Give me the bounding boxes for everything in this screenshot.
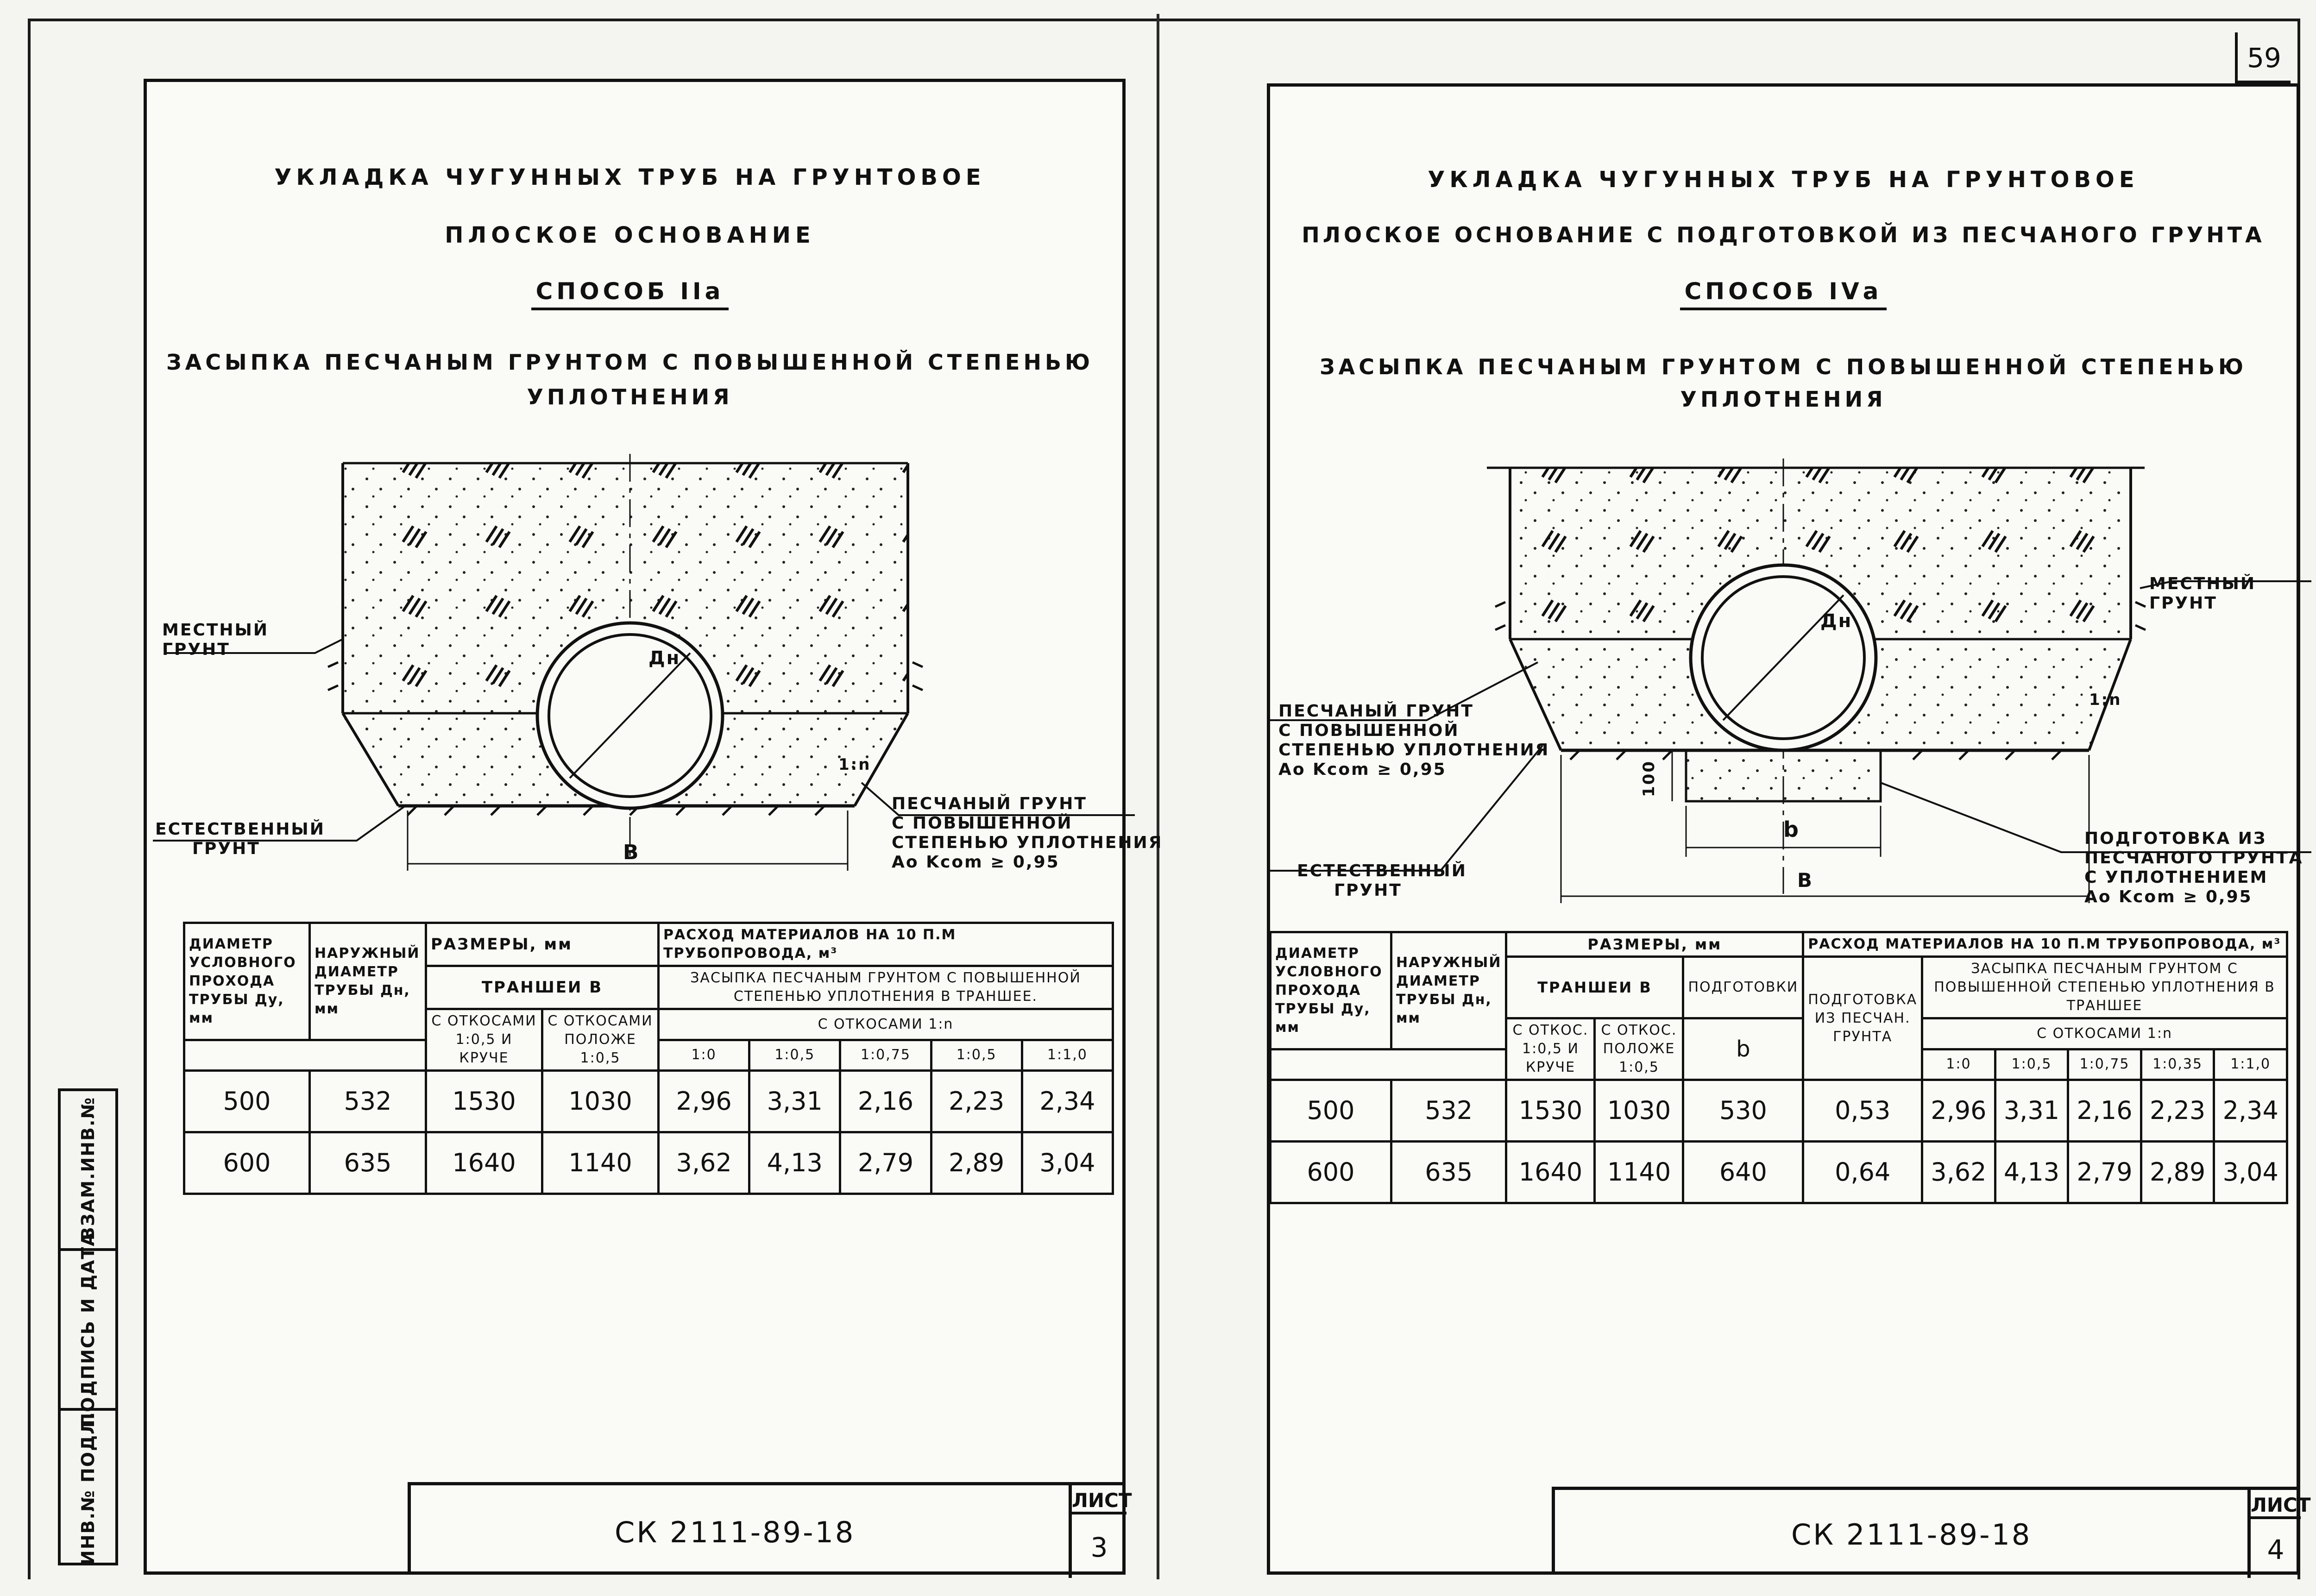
left-doc-code: СК 2111-89-18 xyxy=(615,1515,856,1549)
left-r0-b1: 1530 xyxy=(426,1071,542,1132)
left-r1-v3: 2,89 xyxy=(931,1132,1022,1194)
right-th-spacer xyxy=(1271,1049,1506,1080)
left-th-slope-2: 1:0,75 xyxy=(840,1040,931,1071)
right-sheet-label: ЛИСТ xyxy=(2251,1494,2301,1519)
right-r1-dn: 635 xyxy=(1391,1142,1506,1203)
left-subtitle-line2: УПЛОТНЕНИЯ xyxy=(527,384,733,409)
right-sheet-number: 4 xyxy=(2267,1534,2285,1565)
right-r0-v0: 2,96 xyxy=(1922,1080,1995,1142)
left-spec-table xyxy=(183,922,1114,1195)
right-th-flatter: С ОТКОС. ПОЛОЖЕ 1:0,5 xyxy=(1595,1018,1683,1080)
left-r0-v2: 2,16 xyxy=(840,1071,931,1132)
right-label-prep: ПОДГОТОВКА ИЗ ПЕСЧАНОГО ГРУНТА С УПЛОТНЕНИЕМ Ао Kcom ≥ 0,95 xyxy=(2084,829,2303,906)
right-label-local-soil: МЕСТНЫЙ ГРУНТ xyxy=(2149,574,2256,613)
right-sheet xyxy=(1158,0,2316,1596)
left-th-consumption: РАСХОД МАТЕРИАЛОВ НА 10 П.М ТРУБОПРОВОДА, м³ xyxy=(659,923,1113,966)
left-th-spacer xyxy=(184,1040,426,1071)
right-dim-100: 100 xyxy=(1639,760,1658,797)
left-r0-du: 500 xyxy=(184,1071,310,1132)
right-th-trench: ТРАНШЕИ В xyxy=(1506,957,1683,1018)
left-th-slope-4: 1:1,0 xyxy=(1022,1040,1113,1071)
right-doc-code: СК 2111-89-18 xyxy=(1791,1518,2032,1552)
left-r1-v1: 4,13 xyxy=(749,1132,840,1194)
left-dim-dn: Дн xyxy=(648,647,681,669)
right-r0-v2: 2,16 xyxy=(2068,1080,2141,1142)
right-title-line1: УКЛАДКА ЧУГУННЫХ ТРУБ НА ГРУНТОВОЕ xyxy=(1428,167,2139,193)
right-r1-du: 600 xyxy=(1271,1142,1391,1203)
right-label-natural-soil: ЕСТЕСТВЕННЫЙ ГРУНТ xyxy=(1297,861,1467,900)
table-row xyxy=(184,1132,1113,1194)
left-th-diam: ДИАМЕТР УСЛОВНОГО ПРОХОДА ТРУБЫ Ду, мм xyxy=(184,923,310,1040)
right-r0-du: 500 xyxy=(1271,1080,1391,1142)
left-r0-dn: 532 xyxy=(310,1071,426,1132)
right-th-slope-3: 1:0,35 xyxy=(2141,1049,2214,1080)
right-r1-p: 0,64 xyxy=(1803,1142,1922,1203)
left-r1-v4: 3,04 xyxy=(1022,1132,1113,1194)
left-th-slopes: С ОТКОСАМИ 1:0,5 И КРУЧЕ xyxy=(426,1009,542,1071)
table-row xyxy=(1271,1142,2287,1203)
right-dim-b: В xyxy=(1797,869,1814,892)
right-r1-b2: 1140 xyxy=(1595,1142,1683,1203)
right-th-consumption: РАСХОД МАТЕРИАЛОВ НА 10 П.М ТРУБОПРОВОДА, м³ xyxy=(1803,932,2287,957)
right-title-block xyxy=(1552,1487,2311,1575)
right-subtitle-line1: ЗАСЫПКА ПЕСЧАНЫМ ГРУНТОМ С ПОВЫШЕННОЙ СТЕПЕНЬЮ xyxy=(1319,354,2247,379)
right-th-slope-4: 1:1,0 xyxy=(2214,1049,2287,1080)
right-label-sand: ПЕСЧАНЫЙ ГРУНТ С ПОВЫШЕННОЙ СТЕПЕНЬЮ УПЛОТНЕНИЯ Ао Kcom ≥ 0,95 xyxy=(1278,702,1550,779)
left-label-sand: ПЕСЧАНЫЙ ГРУНТ С ПОВЫШЕННОЙ СТЕПЕНЬЮ УПЛОТНЕНИЯ Ао Kcom ≥ 0,95 xyxy=(892,794,1163,872)
left-r1-v0: 3,62 xyxy=(659,1132,749,1194)
side-cell-podl: ИНВ.№ ПОДЛ. xyxy=(61,1408,115,1565)
right-th-b: b xyxy=(1683,1018,1803,1080)
right-r0-v1: 3,31 xyxy=(1995,1080,2068,1142)
left-label-natural-soil: ЕСТЕСТВЕННЫЙ ГРУНТ xyxy=(155,820,325,858)
left-r1-v2: 2,79 xyxy=(840,1132,931,1194)
right-th-backfill: ЗАСЫПКА ПЕСЧАНЫМ ГРУНТОМ С ПОВЫШЕННОЙ СТЕПЕНЬЮ УПЛОТНЕНИЯ В ТРАНШЕЕ xyxy=(1922,957,2287,1018)
left-title-line1: УКЛАДКА ЧУГУННЫХ ТРУБ НА ГРУНТОВОЕ xyxy=(274,164,986,190)
left-th-trench: ТРАНШЕИ В xyxy=(426,966,659,1009)
right-r1-b: 640 xyxy=(1683,1142,1803,1203)
right-dim-b-small: b xyxy=(1783,817,1800,842)
right-subtitle-line2: УПЛОТНЕНИЯ xyxy=(1680,387,1887,412)
left-r0-v1: 3,31 xyxy=(749,1071,840,1132)
right-r0-v3: 2,23 xyxy=(2141,1080,2214,1142)
left-th-slope-0: 1:0 xyxy=(659,1040,749,1071)
left-r1-b2: 1140 xyxy=(542,1132,659,1194)
left-th-flatter: С ОТКОСАМИ ПОЛОЖЕ 1:0,5 xyxy=(542,1009,659,1071)
left-th-slope-1: 1:0,5 xyxy=(749,1040,840,1071)
right-r0-v4: 2,34 xyxy=(2214,1080,2287,1142)
right-method: СПОСОБ IVа xyxy=(1267,278,2300,305)
right-r1-b1: 1640 xyxy=(1506,1142,1595,1203)
right-th-slope-1: 1:0,5 xyxy=(1995,1049,2068,1080)
left-subtitle-line1: ЗАСЫПКА ПЕСЧАНЫМ ГРУНТОМ С ПОВЫШЕННОЙ СТЕПЕНЬЮ xyxy=(166,350,1094,375)
right-th-prep-sand: ПОДГОТОВКА ИЗ ПЕСЧАН. ГРУНТА xyxy=(1803,957,1922,1080)
right-r1-v0: 3,62 xyxy=(1922,1142,1995,1203)
right-th-outer: НАРУЖНЫЙ ДИАМЕТР ТРУБЫ Дн, мм xyxy=(1391,932,1506,1049)
left-r1-b1: 1640 xyxy=(426,1132,542,1194)
left-sheet-label: ЛИСТ xyxy=(1072,1489,1127,1514)
left-side-strip xyxy=(58,1088,118,1565)
left-dim-b: В xyxy=(623,841,640,864)
right-r0-b: 530 xyxy=(1683,1080,1803,1142)
left-r0-v4: 2,34 xyxy=(1022,1071,1113,1132)
right-r1-v2: 2,79 xyxy=(2068,1142,2141,1203)
left-r0-v3: 2,23 xyxy=(931,1071,1022,1132)
side-cell-sign: ПОДПИСЬ И ДАТА xyxy=(61,1248,115,1408)
right-r0-p: 0,53 xyxy=(1803,1080,1922,1142)
left-title-block xyxy=(408,1482,1132,1575)
left-th-dims: РАЗМЕРЫ, мм xyxy=(426,923,659,966)
right-r1-v3: 2,89 xyxy=(2141,1142,2214,1203)
left-method: СПОСОБ IIа xyxy=(144,278,1116,305)
right-r1-v1: 4,13 xyxy=(1995,1142,2068,1203)
table-row xyxy=(1271,1080,2287,1142)
left-r0-b2: 1030 xyxy=(542,1071,659,1132)
right-title-line2: ПЛОСКОЕ ОСНОВАНИЕ С ПОДГОТОВКОЙ ИЗ ПЕСЧАНОГО ГРУНТА xyxy=(1302,222,2265,247)
left-th-backfill: ЗАСЫПКА ПЕСЧАНЫМ ГРУНТОМ С ПОВЫШЕННОЙ СТЕПЕНЬЮ УПЛОТНЕНИЯ В ТРАНШЕЕ. xyxy=(659,966,1113,1009)
left-r1-du: 600 xyxy=(184,1132,310,1194)
right-r0-dn: 532 xyxy=(1391,1080,1506,1142)
right-th-slopes: С ОТКОС. 1:0,5 И КРУЧЕ xyxy=(1506,1018,1595,1080)
left-slope-label: 1:n xyxy=(838,755,871,774)
page-number: 59 xyxy=(2235,32,2291,83)
left-th-slope-3: 1:0,5 xyxy=(931,1040,1022,1071)
left-th-outer: НАРУЖНЫЙ ДИАМЕТР ТРУБЫ Дн, мм xyxy=(310,923,426,1040)
left-sheet-number: 3 xyxy=(1090,1532,1108,1563)
left-th-with-slopes: С ОТКОСАМИ 1:n xyxy=(659,1009,1113,1040)
left-sheet-cell xyxy=(1069,1485,1132,1578)
left-r1-dn: 635 xyxy=(310,1132,426,1194)
right-r0-b2: 1030 xyxy=(1595,1080,1683,1142)
right-r1-v4: 3,04 xyxy=(2214,1142,2287,1203)
table-row xyxy=(184,1071,1113,1132)
right-sheet-cell xyxy=(2247,1490,2311,1578)
right-th-with-slopes: С ОТКОСАМИ 1:n xyxy=(1922,1018,2287,1049)
right-th-prep: ПОДГОТОВКИ xyxy=(1683,957,1803,1018)
right-th-dims: РАЗМЕРЫ, мм xyxy=(1506,932,1803,957)
left-label-local-soil: МЕСТНЫЙ ГРУНТ xyxy=(162,621,269,659)
right-slope-label: 1:n xyxy=(2089,691,2122,709)
left-r0-v0: 2,96 xyxy=(659,1071,749,1132)
right-spec-table xyxy=(1269,931,2288,1204)
right-dim-dn: Дн xyxy=(1820,610,1853,632)
right-r0-b1: 1530 xyxy=(1506,1080,1595,1142)
right-th-slope-2: 1:0,75 xyxy=(2068,1049,2141,1080)
left-title-line2: ПЛОСКОЕ ОСНОВАНИЕ xyxy=(445,222,815,248)
side-cell-inv: ВЗАМ.ИНВ.№ xyxy=(78,1096,98,1240)
right-th-slope-0: 1:0 xyxy=(1922,1049,1995,1080)
right-th-diam: ДИАМЕТР УСЛОВНОГО ПРОХОДА ТРУБЫ Ду, мм xyxy=(1271,932,1391,1049)
